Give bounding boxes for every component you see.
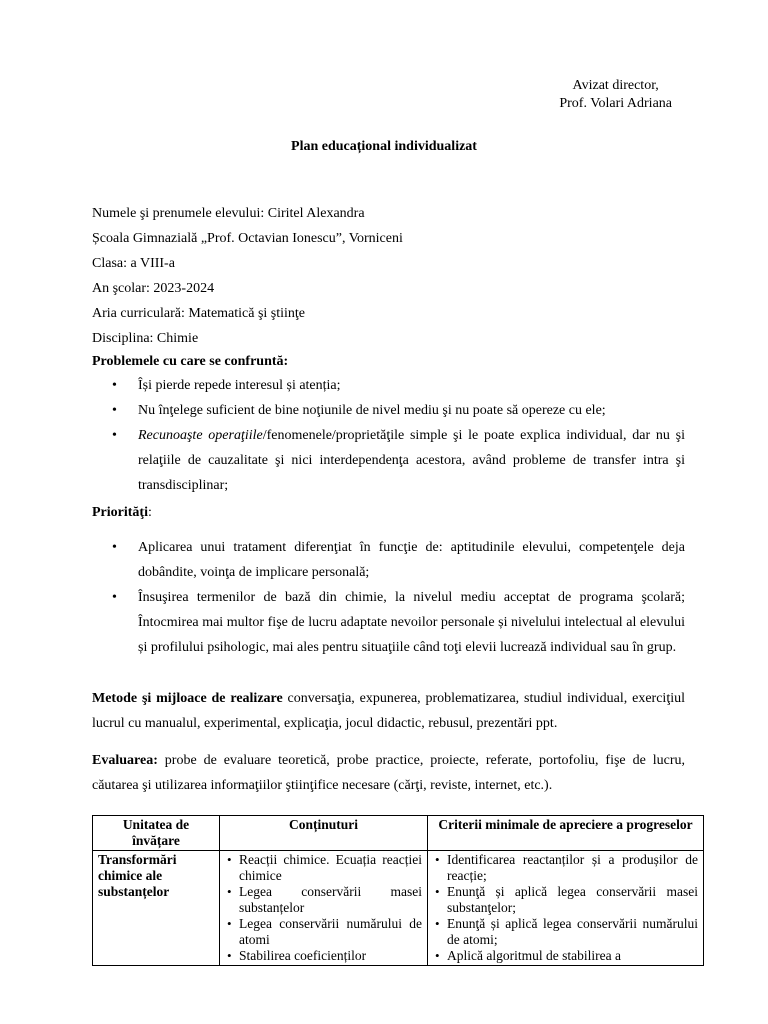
- priority-item: • Aplicarea unui tratament diferenţiat în funcţie de: aptitudinile elevului, competenţele deja dobândite, voinţa de implicare personală;: [92, 535, 685, 585]
- info-school-year: An şcolar: 2023-2024: [92, 281, 215, 296]
- priority-item: • Însuşirea termenilor de bază din chimie, la nivelul mediu acceptat de programa şcolară; Întocmirea mai multor fişe de lucru adaptate nevoilor personale și nivelului intelectual al elevului și profilului psihologic, mai ales pentru situaţiile când toţi elevii lucrează individual sau în grup.: [92, 585, 685, 660]
- priorities-colon: :: [147, 505, 152, 520]
- criteria-item: • Enunţă și aplică legea conservării numărului de atomi;: [433, 916, 698, 948]
- evaluation-text: probe de evaluare teoretică, probe practice, proiecte, referate, portofoliu, fişe de lucru, căutarea şi utilizarea informaţiilor ştiinţifice necesare (cărţi, reviste, internet, etc.).: [92, 753, 685, 793]
- approval-block: [559, 77, 672, 113]
- problems-heading: Problemele cu care se confruntă:: [92, 354, 289, 369]
- cell-criteria: [428, 851, 704, 966]
- criteria-item: • Aplică algoritmul de stabilirea a: [433, 948, 698, 964]
- approval-line-1: Avizat director,: [572, 78, 659, 93]
- cell-contents: [220, 851, 428, 966]
- problem-item: [92, 423, 685, 498]
- contents-list: [225, 852, 422, 964]
- criteria-list: [433, 852, 698, 964]
- priorities-heading-row: [92, 505, 685, 521]
- methods-label: Metode şi mijloace de realizare: [92, 691, 283, 706]
- cell-learning-unit: Transformări chimice ale substanțelor: [93, 851, 220, 966]
- info-school: Școala Gimnazială „Prof. Octavian Ionescu”, Vorniceni: [92, 231, 403, 246]
- contents-item: • Legea conservării masei substanțelor: [225, 884, 422, 916]
- header-learning-unit: Unitatea de învățare: [93, 816, 220, 851]
- info-class: Clasa: a VIII-a: [92, 256, 175, 271]
- problem-item-italic: Recunoaşte operaţiile: [138, 428, 263, 443]
- evaluation-label: Evaluarea:: [92, 753, 158, 768]
- document-title: Plan educațional individualizat: [291, 139, 477, 154]
- criteria-item: • Enunţă și aplică legea conservării masei substanţelor;: [433, 884, 698, 916]
- priorities-list: [92, 535, 685, 660]
- contents-item: • Stabilirea coeficienților: [225, 948, 422, 964]
- info-curricular-area: Aria curriculară: Matematică şi ştiinţe: [92, 306, 306, 321]
- approval-line-2: Prof. Volari Adriana: [559, 96, 672, 111]
- table-row: [93, 851, 704, 966]
- criteria-item: • Identificarea reactanților și a produșilor de reacție;: [433, 852, 698, 884]
- problem-item-rest: /fenomenele/proprietăţile simple şi le poate explica individual, dar nu şi relaţiile de cauzalitate şi nici interdependenţa acestora, având probleme de transfer intra şi transdisciplinar;: [138, 428, 685, 493]
- header-contents: Conținuturi: [220, 816, 428, 851]
- curriculum-table: [92, 815, 704, 966]
- header-criteria: Criterii minimale de apreciere a progreselor: [428, 816, 704, 851]
- problems-list: [92, 373, 685, 498]
- priorities-section: [92, 535, 685, 660]
- problem-item: • Își pierde repede interesul și atenția;: [92, 373, 685, 398]
- priorities-heading: Priorităţi: [92, 505, 148, 520]
- problems-section: [92, 351, 685, 498]
- info-discipline: Disciplina: Chimie: [92, 331, 199, 346]
- contents-item: • Legea conservării numărului de atomi: [225, 916, 422, 948]
- methods-paragraph: [92, 686, 685, 736]
- info-student-name: Numele şi prenumele elevului: Ciritel Alexandra: [92, 206, 365, 221]
- problem-item: • Nu înţelege suficient de bine noţiunile de nivel mediu şi nu poate să opereze cu ele;: [92, 398, 685, 423]
- evaluation-paragraph: [92, 748, 685, 798]
- contents-item: • Reacții chimice. Ecuația reacției chimice: [225, 852, 422, 884]
- student-info: [92, 201, 403, 351]
- table-header-row: [93, 816, 704, 851]
- methods-text: conversaţia, expunerea, problematizarea, studiul individual, exerciţiul lucrul cu manualul, experimental, explicaţia, jocul didactic, rebusul, prezentări ppt.: [92, 691, 685, 731]
